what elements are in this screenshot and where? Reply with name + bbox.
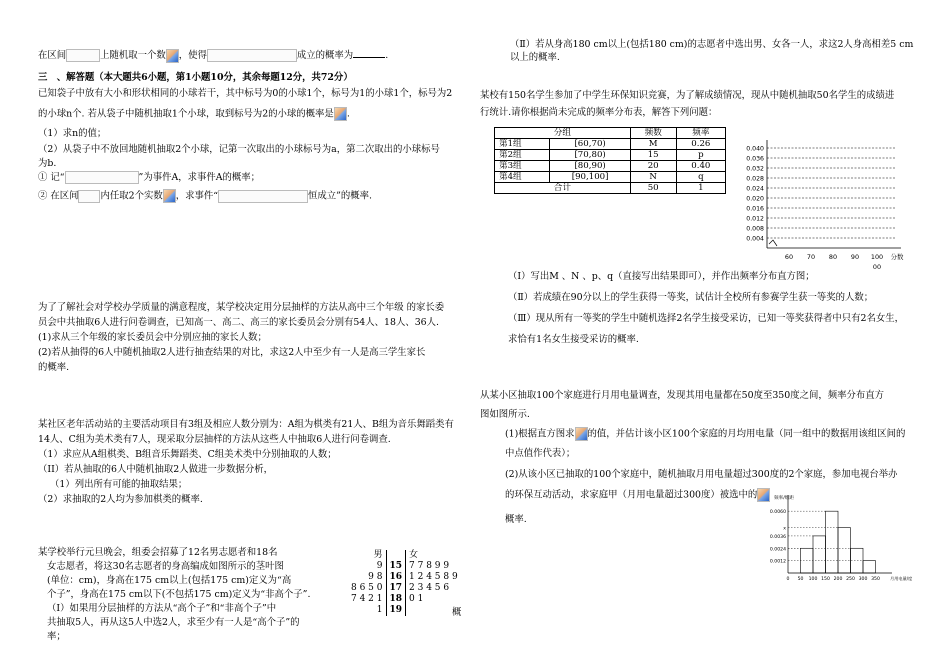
y-tick-label: 0.012 <box>746 215 764 223</box>
text: (1)根据直方图求 <box>505 428 575 440</box>
stem-male-leaves: 9 <box>376 561 383 571</box>
stem-male-leaves: 9 8 <box>368 572 383 582</box>
group-count: 20 <box>630 161 676 172</box>
r3-line: 概率. <box>505 514 527 525</box>
stem-value: 15 <box>386 561 406 572</box>
stem-row <box>348 572 461 583</box>
freq-row <box>495 150 726 161</box>
group-interval: [90,100] <box>550 172 630 183</box>
r2-line: 行统计.请你根据尚未完成的频率分布表，解答下列问题： <box>480 107 718 118</box>
x-tick-label: 100 <box>870 253 884 261</box>
text: ”为事件A，求事件A的概率； <box>138 172 260 183</box>
total-count: 50 <box>630 183 676 194</box>
stem-value: 16 <box>386 572 406 583</box>
stem-head <box>386 550 406 561</box>
formula-image <box>207 49 297 62</box>
r1-line: 以上的概率. <box>510 52 560 63</box>
r3-line <box>505 488 770 502</box>
th-count: 频数 <box>630 128 676 139</box>
y-tick-label: 0.024 <box>746 185 764 193</box>
r3-line <box>505 427 905 441</box>
p2-line: (2)若从抽得的6人中随机抽取2人进行抽查结果的对比，求这2人中至少有一人是高三学生家长 <box>38 347 426 358</box>
p4-tail: 概 <box>452 607 462 618</box>
group-interval: [80,90) <box>550 161 630 172</box>
text: 在区间 <box>38 50 67 61</box>
formula-image <box>66 49 100 62</box>
y-tick-label: 0.040 <box>746 145 764 153</box>
p3-line: （2）求抽取的2人均为参加棋类的概率. <box>38 494 203 505</box>
group-name: 第3组 <box>495 161 550 172</box>
th-freq: 频率 <box>676 128 725 139</box>
p4-line: 某学校举行元旦晚会，组委会招募了12名男志愿者和18名 <box>38 547 278 558</box>
r2-q-line: （Ⅱ）若成绩在90分以上的学生获得一等奖，试估计全校所有参赛学生获一等奖的人数； <box>508 292 874 303</box>
y-tick-label: x <box>783 526 786 532</box>
p3-line: （1）列出所有可能的抽取结果； <box>50 479 188 490</box>
group-freq: 0.40 <box>676 161 725 172</box>
x-axis-label: 分数 <box>890 253 904 261</box>
stem-head-male: 男 <box>373 550 383 560</box>
x-tick-label: 350 <box>871 577 880 582</box>
r3-line: 中点值作代表）； <box>505 448 576 459</box>
p1-line: 为b. <box>38 158 57 169</box>
r3-line: (2)从该小区已抽取的100个家庭中，随机抽取月用电量超过300度的2个家庭，参加电视台举办 <box>505 469 898 480</box>
x-tick-label: 150 <box>821 577 830 582</box>
p1-line: 的小球n个. 若从袋子中随机抽取1个小球，取到标号为2的小球的概率是 . <box>38 108 350 120</box>
p4-line: 个子”，身高在175 cm以下(不包括175 cm)定义为“非高个子”. <box>47 589 311 600</box>
p3-line: （II）若从抽取的6人中随机抽取2人做进一步数据分析， <box>38 464 273 475</box>
formula-image <box>218 190 308 203</box>
text: 上随机取一个数 <box>100 50 166 61</box>
p4-line: 率； <box>47 631 66 642</box>
stem-head-female: 女 <box>409 550 419 560</box>
fill-blank-question: 在区间 上随机取一个数 ，使得 成立的概率为 . <box>38 47 388 63</box>
stem-row <box>348 594 461 605</box>
r2-line: 某校有150名学生参加了中学生环保知识竞赛，为了解成绩情况，现从中随机抽取50名学生的成绩进 <box>480 90 895 101</box>
stem-leaf-plot <box>348 550 461 616</box>
x-tick-sublabel: 00 <box>872 263 882 271</box>
histogram-bar <box>826 511 839 573</box>
r3-line: 从某小区抽取100个家庭进行月用电量调查，发现其用电量都在50度至350度之间，频率分布直方 <box>480 390 884 401</box>
axis-break <box>769 240 777 246</box>
p1-line <box>38 171 260 184</box>
y-axis-label: 频率/组距 <box>774 496 794 501</box>
p2-line: 员会中共抽取6人进行问卷调查，已知高一、高二、高三的家长委员会分别有54人、18人、36人. <box>38 317 439 328</box>
group-name: 第2组 <box>495 150 550 161</box>
y-tick-label: 0.0012 <box>769 559 786 565</box>
x-tick-label: 250 <box>846 577 855 582</box>
p3-line: 某社区老年活动站的主要活动项目有3组及相应人数分别为：A组为棋类有21人、B组为音乐舞蹈类有 <box>38 419 454 430</box>
formula-image <box>65 171 139 184</box>
r2-q-line: 求恰有1名女生接受采访的概率. <box>508 334 639 345</box>
group-interval: [60,70) <box>550 139 630 150</box>
text: ，求事件“ <box>175 190 218 202</box>
group-count: N <box>630 172 676 183</box>
score-histogram <box>735 138 907 270</box>
stem-value: 18 <box>386 594 406 605</box>
th-group: 分组 <box>495 128 631 139</box>
group-count: M <box>630 139 676 150</box>
stem-male-leaves: 1 <box>376 605 383 615</box>
group-interval: [70,80) <box>550 150 630 161</box>
text: ② 在区间 <box>38 190 79 202</box>
p3-line: 14人、C组为美术类有7人，现采取分层抽样的方法从这些人中抽取6人进行问卷调查. <box>38 434 391 445</box>
stem-row <box>348 605 461 616</box>
p4-line: (单位：cm)，身高在175 cm以上(包括175 cm)定义为“高 <box>47 575 292 586</box>
y-tick-label: 0.016 <box>746 205 764 213</box>
text: 的小球n个. 若从袋子中随机抽取1个小球，取到标号为2的小球的概率是 <box>38 108 334 120</box>
p1-line: （2）从袋子中不放回地随机抽取2个小球，记第一次取出的小球标号为a，第二次取出的小球标号 <box>38 144 440 155</box>
x-tick-label: 60 <box>784 253 794 261</box>
group-freq: p <box>676 150 725 161</box>
histogram-bar <box>863 561 876 573</box>
p2-line: (1)求从三个年级的家长委员会中分别应抽的家长人数； <box>38 332 267 343</box>
text: 的值，并估计该小区100个家庭的月均用电量（同一组中的数据用该组区间的 <box>587 428 906 440</box>
text: ① 记“ <box>38 172 65 183</box>
x-tick-label: 100 <box>808 577 818 582</box>
x-tick-label: 0 <box>786 577 790 582</box>
p1-line: （1）求n的值； <box>38 128 107 139</box>
freq-row <box>495 139 726 150</box>
group-name: 第1组 <box>495 139 550 150</box>
total-freq: 1 <box>676 183 725 194</box>
r2-q-line: （Ⅲ）现从所有一等奖的学生中随机选择2名学生接受采访，已知一等奖获得者中只有2名女生， <box>508 313 904 324</box>
stem-female-leaves: 0 1 <box>409 594 424 604</box>
histogram-bar <box>838 528 851 573</box>
group-freq: q <box>676 172 725 183</box>
stem-male-leaves: 7 4 2 1 <box>351 594 383 604</box>
y-tick-label: 0.028 <box>746 175 764 183</box>
x-tick-label: 200 <box>833 577 843 582</box>
p1-line <box>38 189 372 203</box>
freq-row <box>495 161 726 172</box>
histogram-bar <box>813 536 826 573</box>
stem-female-leaves <box>406 605 461 616</box>
r3-line: 图如图所示. <box>480 409 530 420</box>
formula-icon <box>166 49 179 63</box>
p4-line: （Ⅰ）如果用分层抽样的方法从“高个子”和“非高个子”中 <box>47 603 277 614</box>
stem-value: 17 <box>386 583 406 594</box>
answer-blank <box>353 47 385 58</box>
stem-male-leaves: 8 6 5 0 <box>351 583 383 593</box>
freq-row <box>495 172 726 183</box>
text: 成立的概率为 <box>296 50 354 61</box>
stem-female-leaves: 2 3 4 5 6 <box>409 583 450 593</box>
p3-line: （1）求应从A组棋类、B组音乐舞蹈类、C组美术类中分别抽取的人数； <box>38 449 337 460</box>
formula-icon <box>757 488 770 502</box>
frequency-table <box>494 127 726 194</box>
stem-female-leaves: 1 2 4 5 8 9 <box>409 572 458 582</box>
p2-line: 的概率. <box>38 362 70 373</box>
stem-row <box>348 583 461 594</box>
text: 恒成立”的概率. <box>308 190 373 202</box>
stem-value: 19 <box>386 605 406 616</box>
stem-female-leaves: 7 7 8 9 9 <box>409 561 450 571</box>
p4-line: 女志愿者，将这30名志愿者的身高编成如图所示的茎叶图 <box>47 561 284 572</box>
y-tick-label: 0.0060 <box>769 510 786 516</box>
y-tick-label: 0.032 <box>746 165 764 173</box>
x-tick-label: 300 <box>858 577 868 582</box>
p1-line: 已知袋子中放有大小和形状相同的小球若干，其中标号为0的小球1个，标号为1的小球1个，标号为2 <box>38 88 453 99</box>
text: 的环保互动活动，求家庭甲（月用电量超过300度）被选中的 <box>505 489 758 501</box>
y-tick-label: 0.0036 <box>769 534 786 540</box>
y-tick-label: 0.004 <box>746 235 764 243</box>
group-freq: 0.26 <box>676 139 725 150</box>
group-name: 第4组 <box>495 172 550 183</box>
r1-line: （Ⅱ）若从身高180 cm以上(包括180 cm)的志愿者中选出男、女各一人，求这2人身高相差5 cm <box>510 39 914 50</box>
x-tick-label: 90 <box>850 253 860 261</box>
group-count: 15 <box>630 150 676 161</box>
total-label: 合计 <box>495 183 631 194</box>
text: ，使得 <box>178 50 207 61</box>
electricity-histogram <box>769 493 913 583</box>
r2-q-line: （Ⅰ）写出M 、N 、p、q（直接写出结果即可），并作出频率分布直方图； <box>508 271 815 282</box>
y-tick-label: 0.008 <box>746 225 764 233</box>
formula-icon <box>163 189 176 203</box>
formula-icon <box>334 107 347 121</box>
x-tick-label: 50 <box>797 577 804 582</box>
p4-line: 共抽取5人，再从这5人中选2人，求至少有一人是“高个子”的 <box>47 617 300 628</box>
x-tick-label: 70 <box>806 253 816 261</box>
formula-image <box>78 190 100 203</box>
p2-line: 为了了解社会对学校办学质量的满意程度，某学校决定用分层抽样的方法从高中三个年级 的家长委 <box>38 302 445 313</box>
x-axis-label: 月用电量/度 <box>890 576 913 581</box>
y-tick-label: 0.036 <box>746 155 764 163</box>
section-heading: 三 、解答题（本大题共6小题，第1小题10分，其余每题12分，共72分） <box>38 72 353 83</box>
y-tick-label: 0.020 <box>746 195 764 203</box>
y-tick-label: 0.0024 <box>769 547 786 553</box>
x-tick-label: 80 <box>828 253 838 261</box>
stem-row <box>348 561 461 572</box>
formula-icon <box>575 427 588 441</box>
text: 内任取2个实数 <box>100 190 163 202</box>
